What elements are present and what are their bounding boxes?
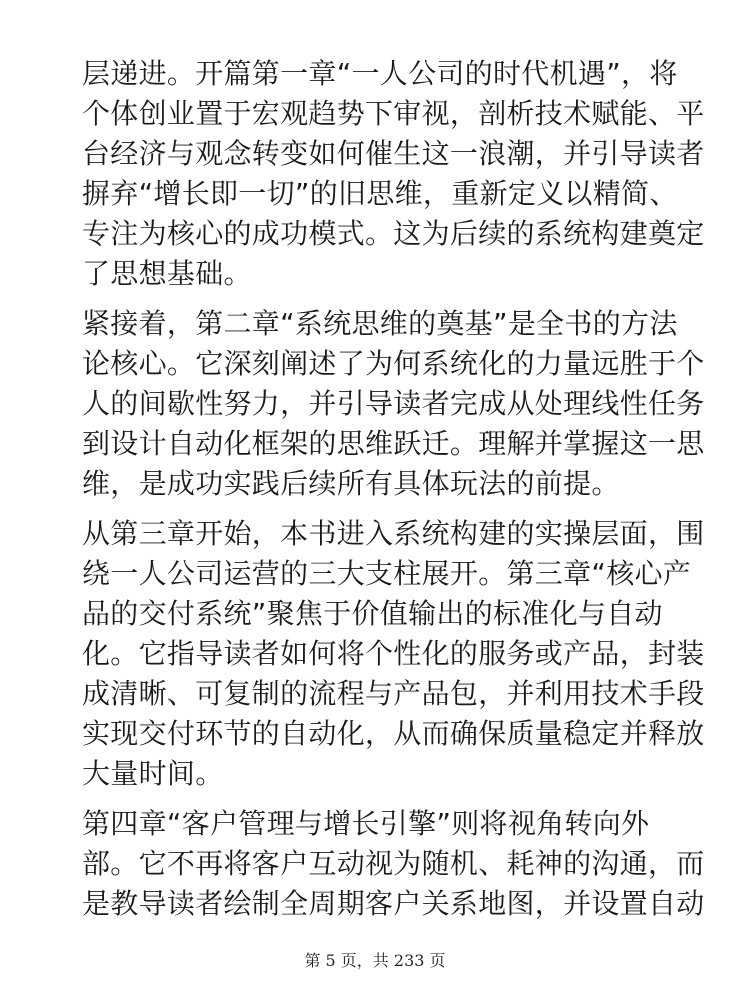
text-line: 第四章“客户管理与增长引擎”则将视角转向外 [82, 807, 650, 840]
text-line: 专注为核心的成功模式。这为后续的系统构建奠定 [82, 217, 705, 250]
text-line: 品的交付系统”聚焦于价值输出的标准化与自动 [82, 597, 663, 630]
text-line: 是教导读者绘制全周期客户关系地图，并设置自动 [82, 887, 705, 920]
text-line: 台经济与观念转变如何催生这一浪潮，并引导读者 [82, 137, 705, 170]
text-line: 大量时间。 [82, 757, 224, 790]
text-line: 人的间歇性努力，并引导读者完成从处理线性任务 [82, 387, 705, 420]
paragraph [82, 54, 705, 294]
paragraph [82, 514, 705, 794]
text-line: 摒弃“增长即一切”的旧思维，重新定义以精简、 [82, 177, 678, 210]
text-line: 实现交付环节的自动化，从而确保质量稳定并释放 [82, 717, 705, 750]
text-line: 紧接着，第二章“系统思维的奠基”是全书的方法 [82, 307, 678, 340]
text-line: 到设计自动化框架的思维跃迁。理解并掌握这一思 [82, 427, 705, 460]
text-line: 从第三章开始，本书进入系统构建的实操层面，围 [82, 517, 705, 550]
text-line: 层递进。开篇第一章“一人公司的时代机遇”，将 [82, 57, 678, 90]
text-line: 个体创业置于宏观趋势下审视，剖析技术赋能、平 [82, 97, 705, 130]
paragraph [82, 804, 705, 924]
text-line: 了思想基础。 [82, 257, 252, 290]
text-line: 绕一人公司运营的三大支柱展开。第三章“核心产 [82, 557, 692, 590]
text-line: 论核心。它深刻阐述了为何系统化的力量远胜于个 [82, 347, 705, 380]
text-line: 部。它不再将客户互动视为随机、耗神的沟通，而 [82, 847, 705, 880]
text-line: 维，是成功实践后续所有具体玩法的前提。 [82, 467, 620, 500]
text-line: 化。它指导读者如何将个性化的服务或产品，封装 [82, 637, 705, 670]
document-body [82, 54, 705, 934]
text-line: 成清晰、可复制的流程与产品包，并利用技术手段 [82, 677, 705, 710]
page-number-footer: 第 5 页，共 233 页 [304, 951, 446, 970]
paragraph [82, 304, 705, 504]
